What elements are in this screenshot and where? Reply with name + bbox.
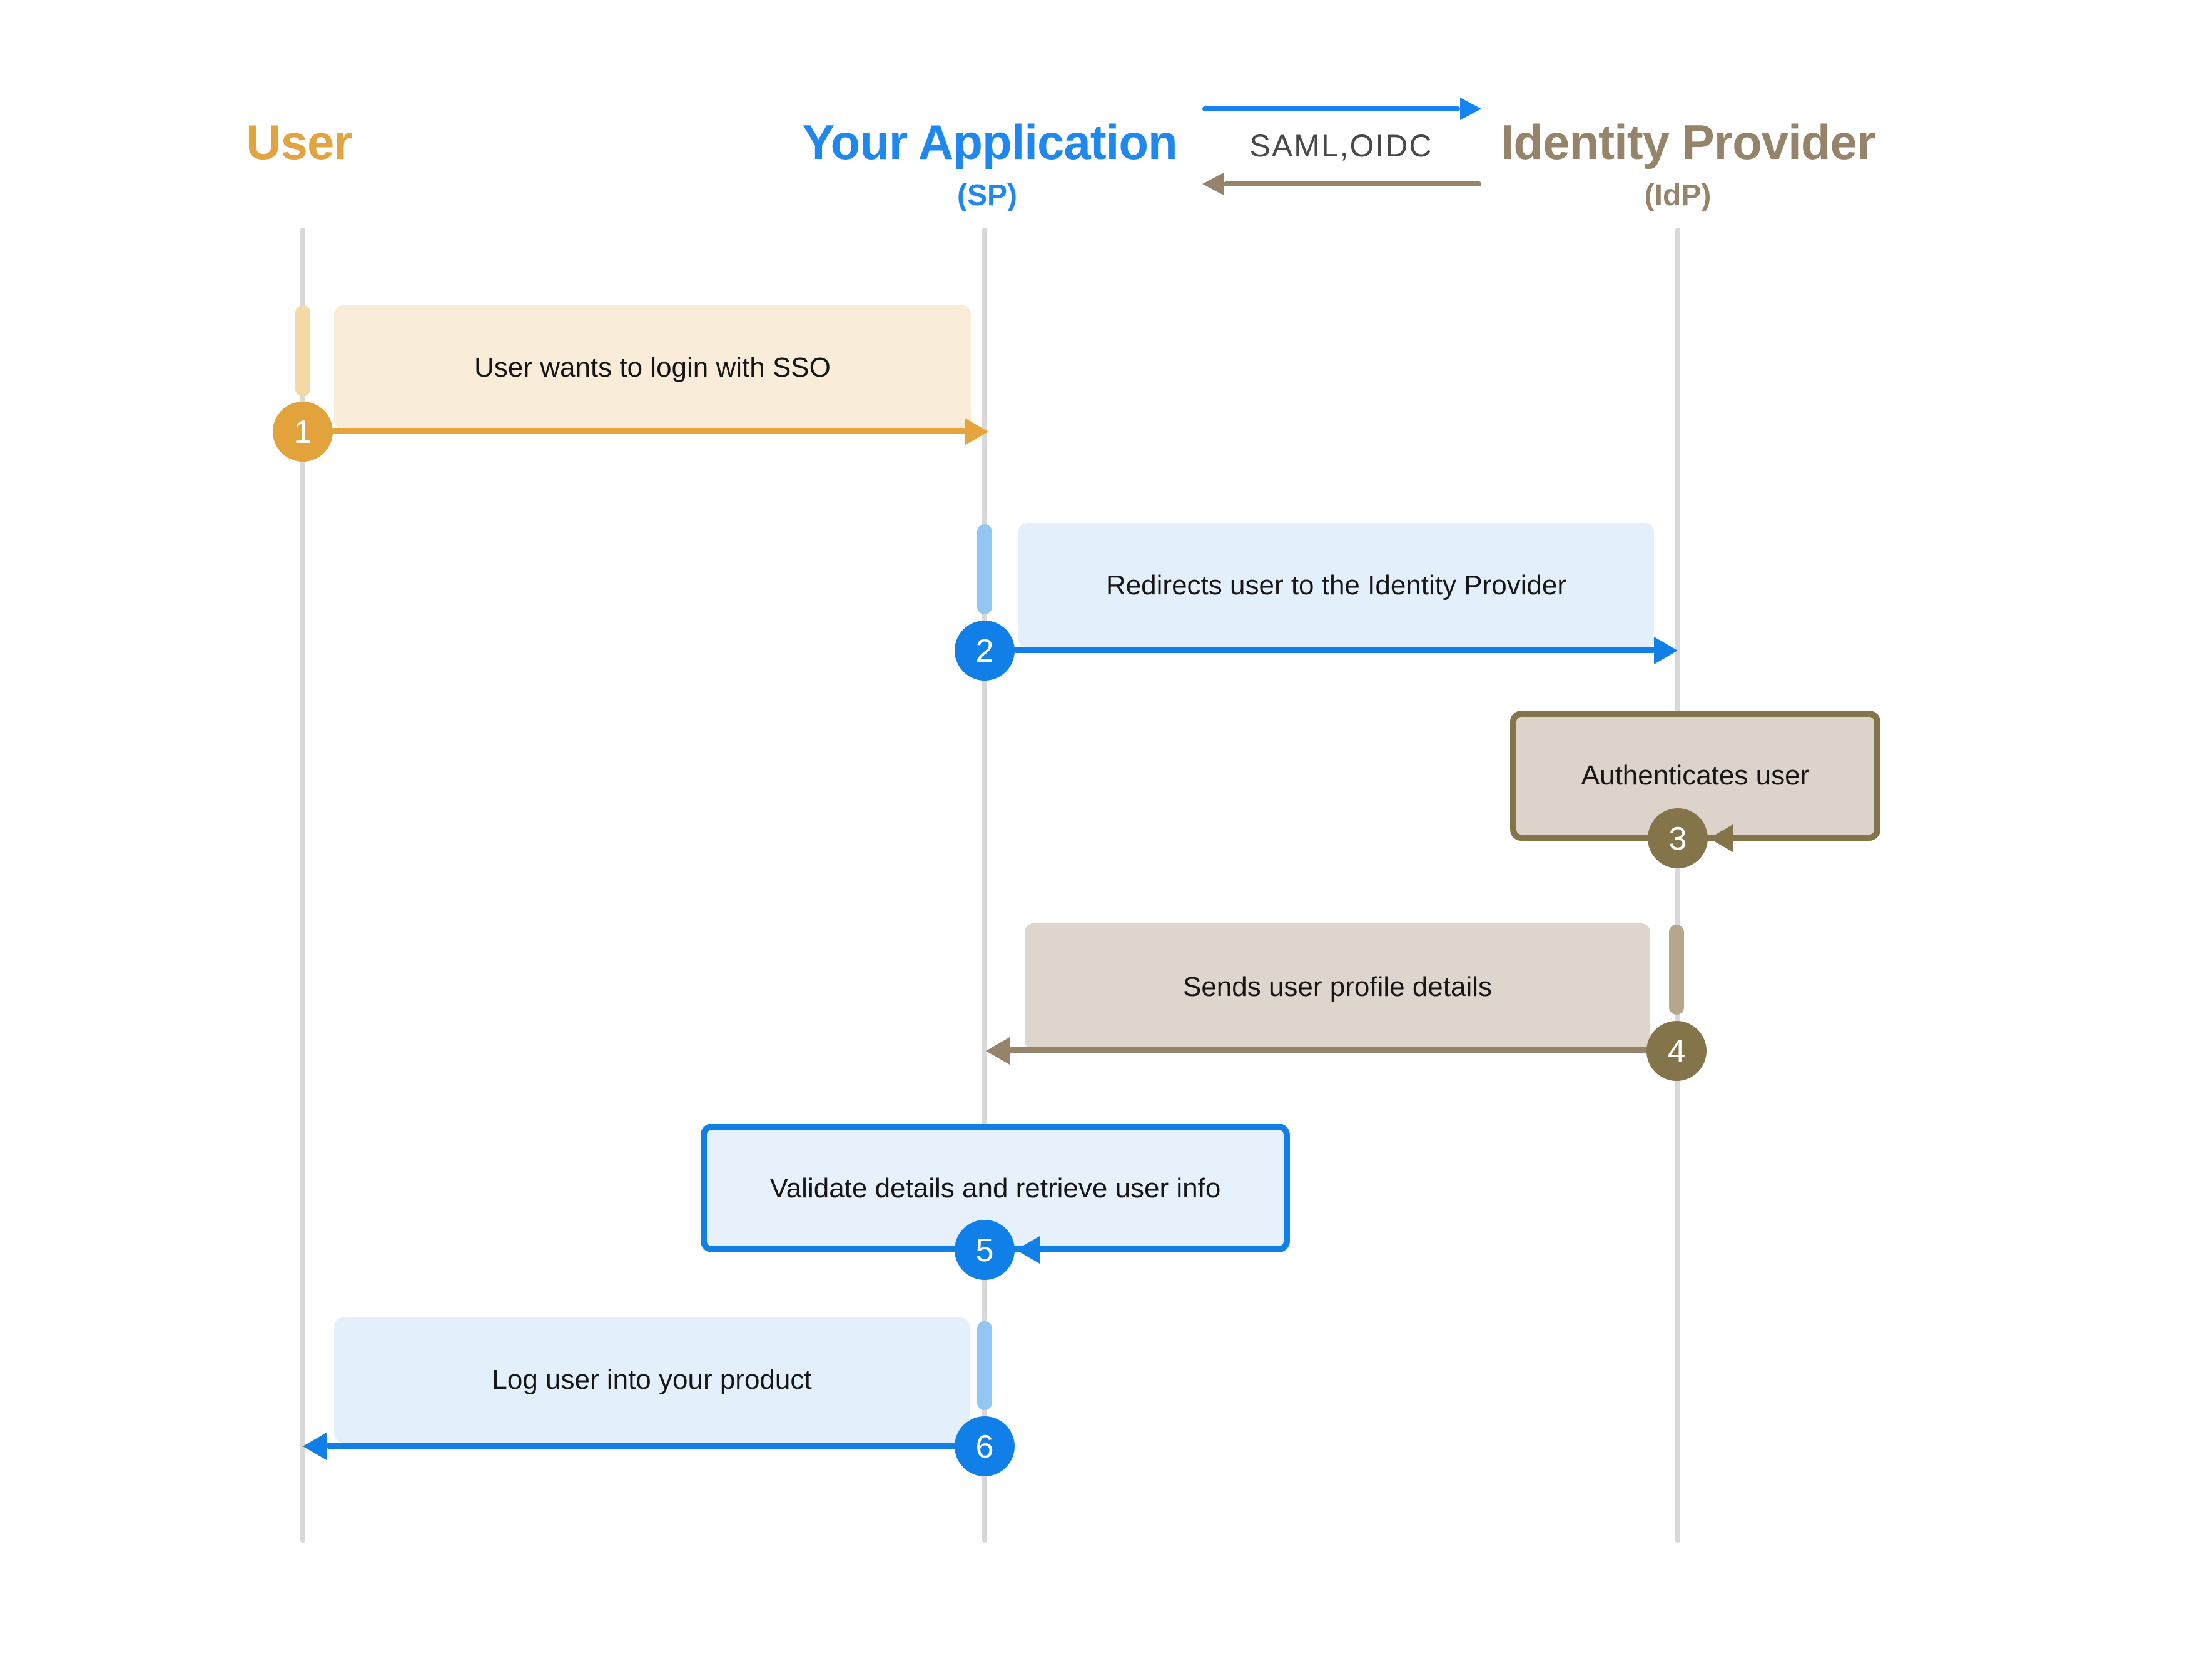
step-2-arrow-shaft	[1013, 647, 1655, 653]
step-4-arrow-shaft	[1008, 1047, 1649, 1053]
step-2-arrowhead-right-icon	[1654, 637, 1678, 664]
protocol-arrow-right-shaft	[1202, 106, 1460, 111]
step-6-message-box: Log user into your product	[334, 1317, 970, 1443]
step-5-message-box: Validate details and retrieve user info	[701, 1124, 1290, 1252]
step-4-arrowhead-left-icon	[986, 1037, 1010, 1065]
step-2-number-badge: 2	[955, 621, 1015, 681]
step-1-number-badge: 1	[273, 402, 333, 462]
arrow-left-icon	[1202, 173, 1224, 195]
actor-subtitle-idp: (IdP)	[1644, 179, 1712, 213]
step-1-arrow-shaft	[332, 428, 966, 434]
arrow-right-icon	[1460, 98, 1481, 120]
protocol-arrow-left-shaft	[1224, 181, 1481, 186]
lifeline-idp	[1675, 228, 1680, 1543]
protocol-label: SAML,OIDC	[1249, 129, 1433, 164]
actor-title-app: Your Application	[802, 116, 1177, 170]
step-6-arrowhead-left-icon	[303, 1433, 327, 1460]
step-6-activation-bar	[977, 1321, 992, 1410]
step-1-activation-bar	[295, 305, 310, 397]
step-4-activation-bar	[1669, 925, 1684, 1015]
step-1-arrowhead-right-icon	[965, 418, 988, 445]
step-4-message-box: Sends user profile details	[1025, 923, 1650, 1050]
step-3-arrowhead-left-icon	[1709, 824, 1733, 852]
step-1-message-box: User wants to login with SSO	[334, 305, 971, 429]
actor-title-user: User	[246, 116, 352, 170]
step-6-number-badge: 6	[955, 1416, 1015, 1476]
step-3-number-badge: 3	[1648, 808, 1708, 868]
step-4-number-badge: 4	[1646, 1021, 1707, 1081]
step-5-arrowhead-left-icon	[1016, 1236, 1040, 1264]
actor-title-idp: Identity Provider	[1500, 116, 1875, 170]
step-3-message-box: Authenticates user	[1510, 711, 1880, 841]
step-6-arrow-shaft	[327, 1443, 960, 1449]
step-2-activation-bar	[977, 524, 992, 614]
step-5-number-badge: 5	[955, 1220, 1015, 1280]
actor-subtitle-app: (SP)	[957, 179, 1017, 213]
step-2-message-box: Redirects user to the Identity Provider	[1018, 523, 1654, 648]
